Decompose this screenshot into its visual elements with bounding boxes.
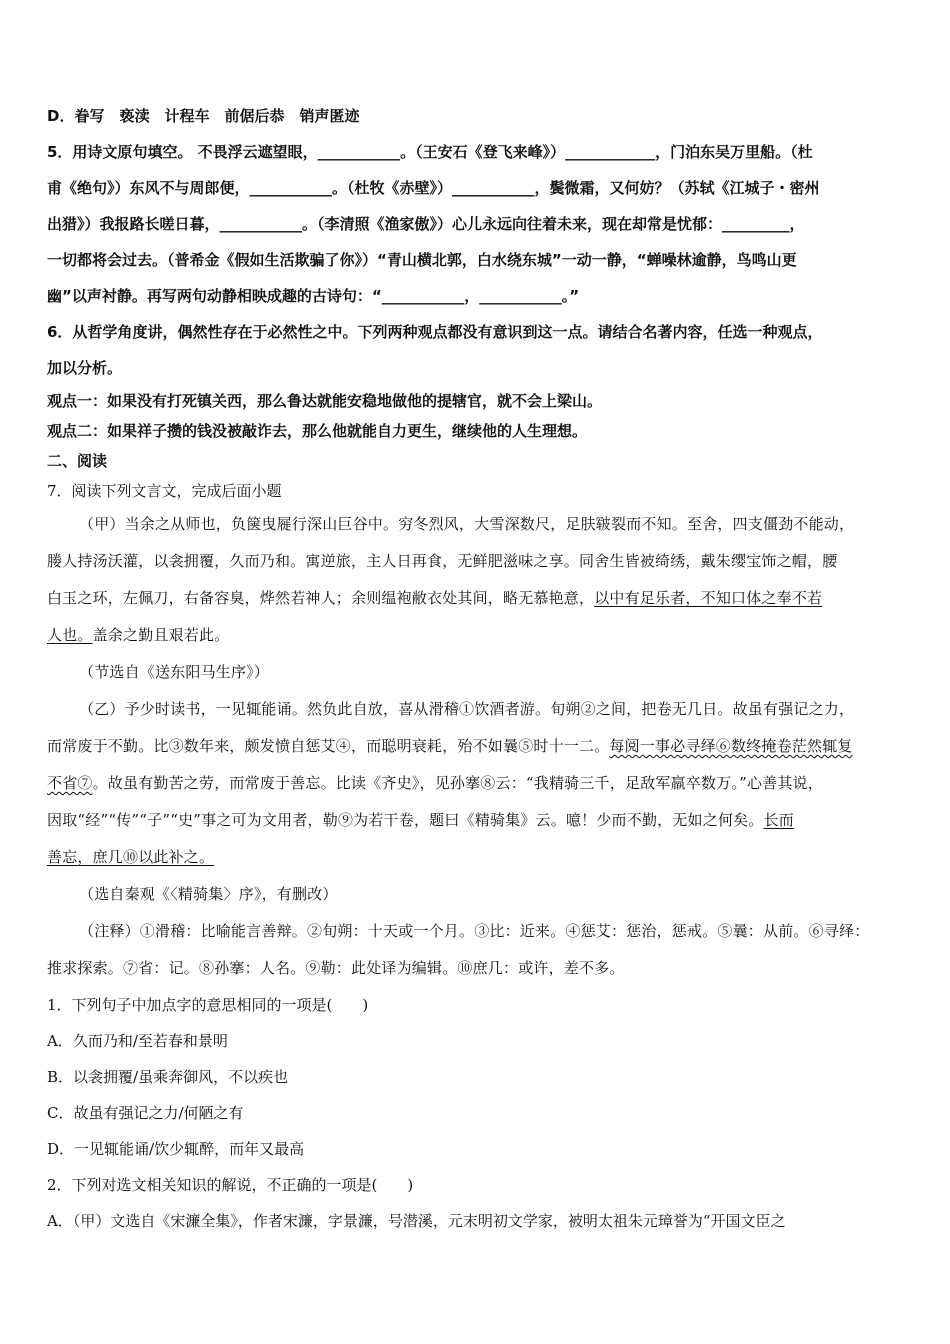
- passage-text: 。故虽有勤苦之劳，而常废于善忘。比读《齐史》，见孙搴⑧云：“我精骑三千，足敌军羸卒数万。”心善其说，: [92, 774, 823, 792]
- subquestion-stem: 2．下列对选文相关知识的解说，不正确的一项是( ): [47, 1176, 414, 1194]
- annotations: [47, 913, 907, 987]
- q7-intro: 7．阅读下列文言文，完成后面小题: [47, 482, 282, 500]
- q5-line: 甫《绝句》）东风不与周郎便，___________。（杜牧《赤壁》）___________，鬓微霜，又何妨？（苏轼《江城子・密州: [47, 179, 820, 197]
- question-6: [47, 314, 907, 446]
- passage-line: [47, 765, 907, 802]
- option-c: C．故虽有强记之力/何陋之有: [47, 1104, 244, 1122]
- passage-yi: [47, 691, 907, 913]
- underlined-sentence: 善忘，庶几⑩以此补之。: [47, 848, 215, 866]
- passage-line: [47, 839, 907, 876]
- wavy-underlined-sentence: 不省⑦: [47, 774, 93, 792]
- q6-line: 6．从哲学角度讲，偶然性存在于必然性之中。下列两种观点都没有意识到这一点。请结合名著内容，任选一种观点，: [47, 323, 823, 341]
- passage-text: 白玉之环，左佩刀，右备容臭，烨然若神人；余则缊袍敝衣处其间，略无慕艳意，: [47, 589, 595, 607]
- annotation-line: （注释）①滑稽：比喻能言善辩。②旬朔：十天或一个月。③比：近来。④惩艾：惩治，惩戒。⑤曩：从前。⑥寻绎：: [79, 922, 870, 940]
- passage-text: 盖余之勤且艰若此。: [92, 626, 230, 644]
- wavy-underlined-sentence: 每阅一事必寻绎⑥数终掩卷茫然辄复: [609, 737, 853, 755]
- passage-text: 因取“经”“传”“子”“史”事之可为文用者，勒⑨为若干卷，题曰《精骑集》云。噫！少而不勤，无如之何矣。: [47, 811, 764, 829]
- passage-line: [47, 617, 907, 654]
- document-page: [47, 98, 907, 1239]
- q5-line: 一切都将会过去。（普希金《假如生活欺骗了你》）“青山横北郭，白水绕东城”一动一静，“蝉噪林逾静，鸟鸣山更: [47, 251, 797, 269]
- q6-viewpoint-1: 观点一：如果没有打死镇关西，那么鲁达就能安稳地做他的提辖官，就不会上梁山。: [47, 392, 603, 410]
- passage-line: [47, 728, 907, 765]
- passage-line: 媵人持汤沃灌，以衾拥覆，久而乃和。寓逆旅，主人日再食，无鲜肥滋味之享。同舍生皆被绮绣，戴朱缨宝饰之帽，腰: [47, 552, 838, 570]
- subquestion-1: [47, 987, 907, 1167]
- passage-text: 而常废于不勤。比③数年来，颇发愤自惩艾④，而聪明衰耗，殆不如曩⑤时十一二。: [47, 737, 610, 755]
- question-5: [47, 134, 907, 314]
- option-d: D．一见辄能诵/饮少辄醉，而年又最高: [47, 1140, 305, 1158]
- underlined-sentence: 以中有足乐者，不知口体之奉不若: [594, 589, 823, 607]
- option-b: B．以衾拥覆/虽乘奔御风，不以疾也: [47, 1068, 289, 1086]
- underlined-sentence: 长而: [763, 811, 794, 829]
- q5-line: 出猎》）我报路长嗟日暮，___________。（李清照《渔家傲》）心儿永远向往着未来，现在却常是忧郁：_________，: [47, 215, 805, 233]
- option-a: A．（甲）文选自《宋濂全集》，作者宋濂，字景濂，号潜溪，元末明初文学家，被明太祖朱元璋誉为“开国文臣之: [47, 1212, 786, 1230]
- passage-line: [47, 802, 907, 839]
- option-a: A．久而乃和/至若春和景明: [47, 1032, 228, 1050]
- section-heading-reading: 二、阅读: [47, 452, 108, 470]
- q5-line: 5．用诗文原句填空。 不畏浮云遮望眼，___________。（王安石《登飞来峰》）____________，门泊东吴万里船。（杜: [47, 143, 813, 161]
- passage-line: （乙）予少时读书，一见辄能诵。然负此自放，喜从滑稽①饮酒者游。旬朔②之间，把卷无几日。故虽有强记之力，: [79, 700, 855, 718]
- subquestion-2: [47, 1167, 907, 1239]
- passage-line: [47, 580, 907, 617]
- q5-line: 幽”以声衬静。再写两句动静相映成趣的古诗句：“___________，___________。”: [47, 287, 580, 305]
- q6-viewpoint-2: 观点二：如果祥子攒的钱没被敲诈去，那么他就能自力更生，继续他的人生理想。: [47, 422, 588, 440]
- underlined-sentence: 人也。: [47, 626, 93, 644]
- annotation-line: 推求探索。⑦省：记。⑧孙搴：人名。⑨勒：此处译为编辑。⑩庶几：或许，差不多。: [47, 959, 625, 977]
- passage-line: （甲）当余之从师也，负箧曳屣行深山巨谷中。穷冬烈风，大雪深数尺，足肤皲裂而不知。至舍，四支僵劲不能动，: [79, 515, 855, 533]
- passage-source: （节选自《送东阳马生序》）: [79, 663, 270, 681]
- passage-jia: [47, 506, 907, 691]
- q6-line: 加以分析。: [47, 359, 123, 377]
- subquestion-stem: 1．下列句子中加点字的意思相同的一项是( ): [47, 996, 369, 1014]
- q4-option-d: D．眷写 亵渎 计程车 前倨后恭 销声匿迹: [47, 107, 360, 125]
- passage-source: （选自秦观《〈精骑集〉序》，有删改）: [79, 885, 338, 903]
